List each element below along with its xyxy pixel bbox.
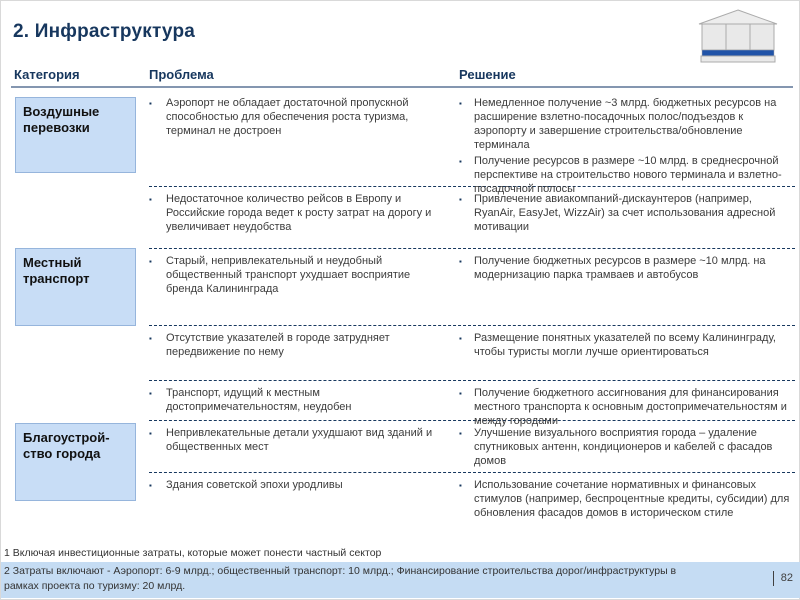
bullet-icon: ▪ xyxy=(149,389,152,398)
bullet-icon: ▪ xyxy=(149,257,152,266)
page-number: 82 xyxy=(773,571,793,586)
table-row xyxy=(149,249,795,326)
solution-cell xyxy=(459,326,795,380)
table-row xyxy=(149,326,795,381)
problem-solution-table xyxy=(149,91,795,546)
solution-cell xyxy=(459,187,795,248)
solution-cell xyxy=(459,381,795,427)
problem-text: Непривлекательные детали ухудшают вид зданий и общественных мест xyxy=(166,427,433,453)
problem-cell xyxy=(149,187,459,248)
problem-text: Отсутствие указателей в городе затрудняет передвижение по нему xyxy=(166,332,390,358)
bullet-icon: ▪ xyxy=(149,429,152,438)
problem-text: Здания советской эпохи уродливы xyxy=(166,479,343,491)
solution-text: Немедленное получение ~3 млрд. бюджетных ресурсов на расширение взлетно-посадочных полос/подъездов к аэропорту и завершение строительства/обновление терминала xyxy=(474,97,777,151)
bullet-icon: ▪ xyxy=(459,99,462,108)
solution-text: Получение ресурсов в размере ~10 млрд. в среднесрочной перспективе на строительство нового терминала и взлетно-посадочной полосы xyxy=(474,154,782,195)
bullet-icon: ▪ xyxy=(459,389,462,398)
bullet-icon: ▪ xyxy=(149,195,152,204)
building-icon xyxy=(697,7,779,63)
problem-cell xyxy=(149,326,459,380)
solution-text: Получение бюджетных ресурсов в размере ~10 млрд. на модернизацию парка трамваев и автобусов xyxy=(474,255,766,281)
footnote-1: 1 Включая инвестиционные затраты, которые может понести частный сектор xyxy=(4,547,382,559)
table-row xyxy=(149,187,795,249)
bullet-icon: ▪ xyxy=(459,257,462,266)
bullet-icon: ▪ xyxy=(459,156,462,166)
table-row xyxy=(149,91,795,195)
problem-text: Транспорт, идущий к местным достопримечательностям, неудобен xyxy=(166,387,352,413)
column-header-solution: Решение xyxy=(459,67,516,82)
problem-cell xyxy=(149,91,459,186)
solution-cell xyxy=(459,91,795,195)
problem-text: Аэропорт не обладает достаточной пропускной способностью для обеспечения роста туризма, терминал не достроен xyxy=(166,97,409,137)
problem-cell xyxy=(149,421,459,472)
solution-text: Использование сочетание нормативных и финансовых стимулов (например, беспроцентные кредиты, субсидии) для обновления фасадов домов в историческом стиле xyxy=(474,479,790,519)
footnote-2: 2 Затраты включают - Аэропорт: 6-9 млрд.; общественный транспорт: 10 млрд.; Финансирование строительства дорог/инфраструктуры в рамках проекта по туризму: 20 млрд. xyxy=(4,565,677,593)
solution-text: Улучшение визуального восприятия города – удаление спутниковых антенн, кондиционеров и кабелей с фасадов домов xyxy=(474,427,773,467)
bullet-icon: ▪ xyxy=(459,481,462,490)
bullet-icon: ▪ xyxy=(459,429,462,438)
solution-cell xyxy=(459,421,795,472)
problem-cell xyxy=(149,473,459,546)
category-box-local-transport: Местный транспорт xyxy=(15,248,136,326)
header-rule xyxy=(11,86,793,88)
bullet-icon: ▪ xyxy=(149,334,152,343)
column-header-problem: Проблема xyxy=(149,67,214,82)
table-row xyxy=(149,421,795,473)
category-box-air-transport: Воздушные перевозки xyxy=(15,97,136,173)
problem-cell xyxy=(149,249,459,325)
category-box-city-improvement: Благоустрой-ство города xyxy=(15,423,136,501)
solution-text: Размещение понятных указателей по всему Калининграду, чтобы туристы могли лучше ориентироваться xyxy=(474,332,776,358)
bullet-icon: ▪ xyxy=(149,481,152,490)
solution-cell xyxy=(459,473,795,546)
problem-cell xyxy=(149,381,459,420)
column-header-category: Категория xyxy=(14,67,80,82)
problem-text: Старый, непривлекательный и неудобный общественный транспорт ухудшает восприятие бренда Калининграда xyxy=(166,255,411,295)
bullet-icon: ▪ xyxy=(149,99,152,108)
table-row xyxy=(149,381,795,427)
bullet-icon: ▪ xyxy=(459,195,462,204)
solution-text: Получение бюджетного ассигнования для финансирования местного транспорта к основным достопримечательностям и между городами xyxy=(474,387,787,427)
page-title: 2. Инфраструктура xyxy=(13,21,196,42)
bullet-icon: ▪ xyxy=(459,334,462,343)
solution-text: Привлечение авиакомпаний-дискаунтеров (например, RyanAir, EasyJet, WizzAir) за счет использования адресной мотивации xyxy=(474,193,776,233)
footer-band xyxy=(1,562,800,598)
solution-cell xyxy=(459,249,795,325)
problem-text: Недостаточное количество рейсов в Европу и Российские города ведет к росту затрат на дорогу и увеличивает неудобства xyxy=(166,193,432,233)
table-row xyxy=(149,473,795,546)
